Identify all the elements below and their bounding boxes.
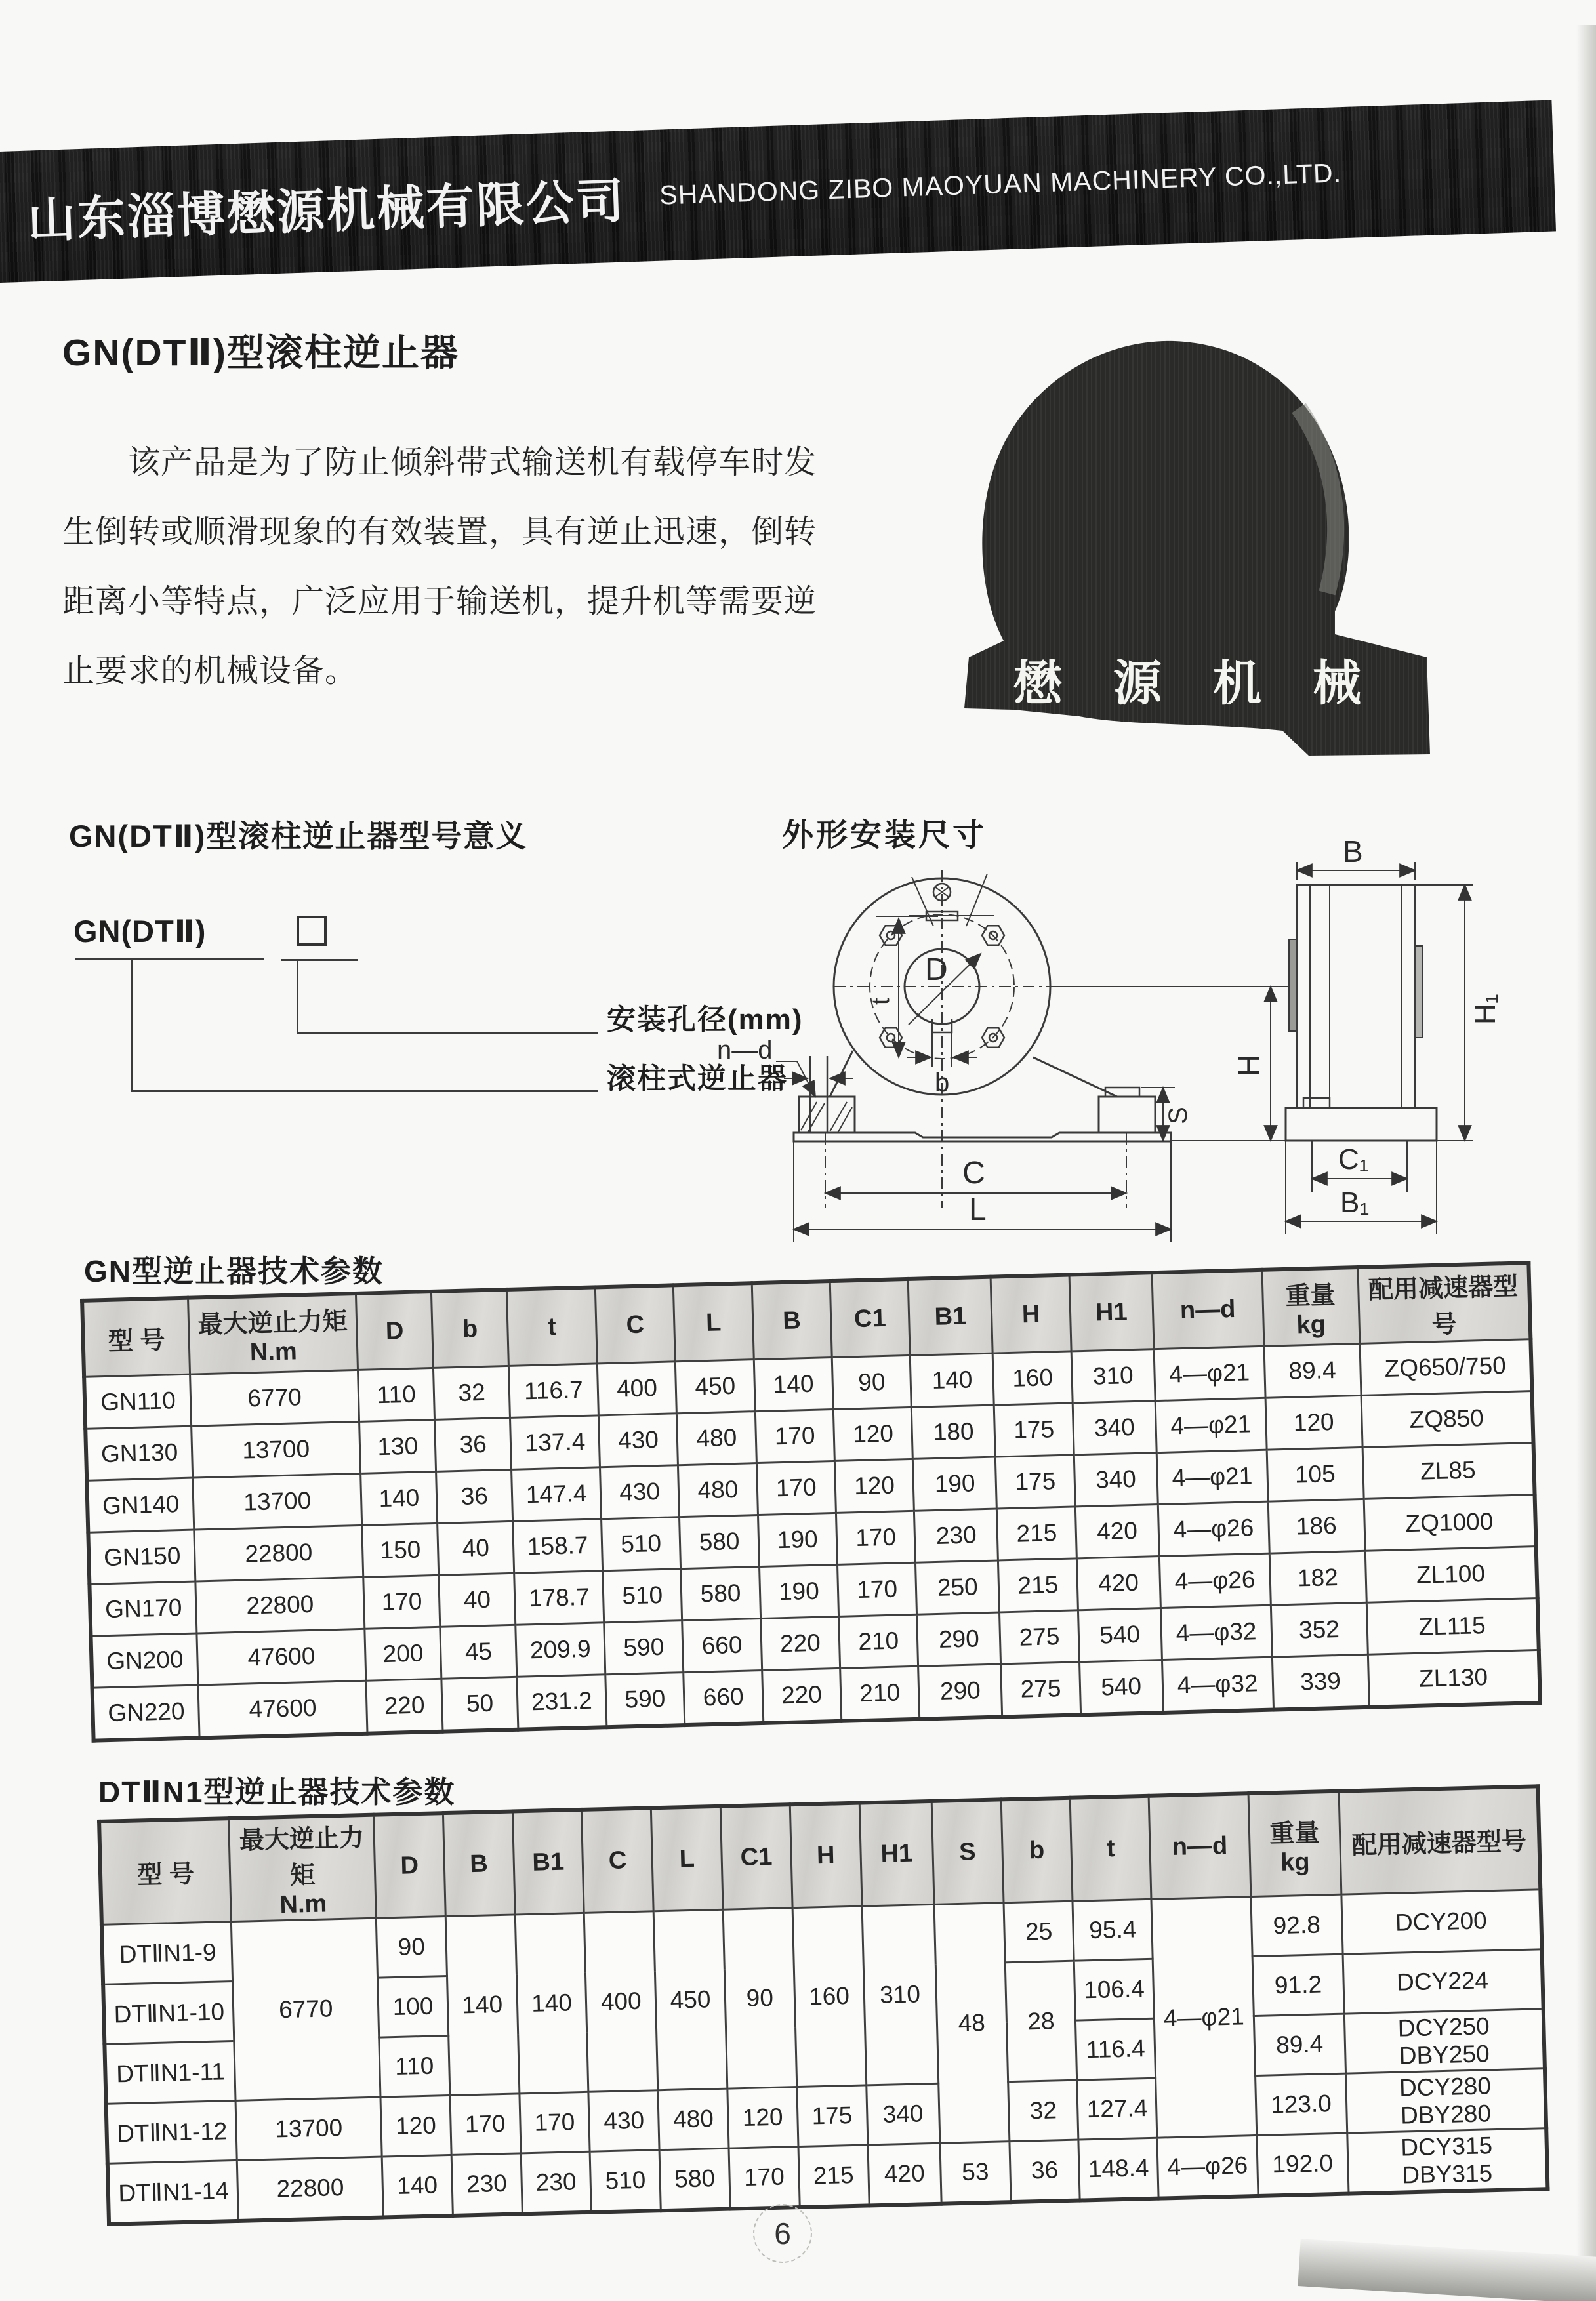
table-cell: DTⅡN1-9: [102, 1922, 233, 1985]
photo-watermark: 懋源机械: [1013, 656, 1412, 710]
column-header: C: [595, 1285, 675, 1364]
column-header: H1: [859, 1801, 934, 1906]
svg-text:H: H: [1232, 1054, 1266, 1076]
table-cell: DCY280 DBY280: [1345, 2069, 1546, 2133]
table-cell: DTⅡN1-12: [106, 2100, 237, 2163]
table-cell: DCY250 DBY250: [1344, 2009, 1545, 2073]
table-cell: ZL115: [1366, 1598, 1539, 1654]
table-cell: 4—φ32: [1162, 1657, 1273, 1713]
table-cell: 231.2: [517, 1675, 607, 1730]
column-header: n—d: [1152, 1270, 1264, 1349]
table-cell: 310: [1071, 1349, 1155, 1403]
table-cell: 480: [677, 1412, 756, 1465]
table-cell: 480: [678, 1463, 758, 1517]
table-cell: 160: [992, 1351, 1072, 1405]
table-cell: 4—φ32: [1160, 1605, 1272, 1660]
table-cell: ZQ850: [1361, 1391, 1534, 1448]
product-photo: [915, 303, 1446, 769]
hole-diameter-label: 安装孔径(mm): [607, 1004, 804, 1036]
table-cell: 275: [1000, 1610, 1079, 1664]
svg-text:B: B: [1343, 841, 1363, 868]
column-header: 重量 kg: [1248, 1791, 1341, 1897]
table-cell: 450: [653, 1909, 727, 2090]
table-cell: 147.4: [512, 1467, 602, 1522]
table-cell: 230: [914, 1509, 998, 1562]
company-name-en: SHANDONG ZIBO MAOYUAN MACHINERY CO.,LTD.: [659, 157, 1342, 211]
svg-text:D: D: [925, 952, 948, 987]
table-cell: 215: [997, 1507, 1076, 1560]
column-header: 重量 kg: [1262, 1267, 1360, 1346]
table-cell: 120: [833, 1407, 912, 1461]
page-number-value: 6: [774, 2216, 791, 2250]
dimension-drawing: [712, 841, 1578, 1261]
leader-line: [297, 959, 298, 1034]
table-cell: 170: [729, 2147, 800, 2209]
column-header: B1: [908, 1277, 992, 1356]
table-cell: 123.0: [1255, 2073, 1347, 2135]
table-cell: 430: [600, 1465, 679, 1519]
column-header: 型 号: [82, 1298, 190, 1377]
table-cell: ZQ1000: [1364, 1495, 1536, 1551]
svg-text:t: t: [867, 998, 895, 1005]
table-cell: 192.0: [1257, 2133, 1349, 2196]
table-cell: 25: [1004, 1901, 1074, 1963]
table-cell: 190: [758, 1513, 837, 1566]
column-header: 型 号: [99, 1818, 232, 1924]
column-header: t: [1071, 1796, 1151, 1901]
table-cell: 130: [359, 1419, 436, 1473]
gn-table-title: GN型逆止器技术参数: [84, 1254, 384, 1288]
table-cell: 120: [1265, 1395, 1362, 1450]
backstop-type-label: 滚柱式逆止器: [607, 1063, 788, 1095]
table-cell: 220: [366, 1679, 443, 1733]
table-cell: 210: [840, 1666, 920, 1721]
product-title: GN(DTⅡ)型滚柱逆止器: [62, 332, 459, 374]
column-header: t: [506, 1287, 597, 1366]
table-cell: 400: [584, 1911, 658, 2092]
company-header-band: [0, 100, 1556, 283]
table-cell: 28: [1005, 1961, 1077, 2082]
table-cell: 215: [798, 2145, 869, 2207]
table-cell: 190: [759, 1564, 838, 1618]
table-cell: 420: [1075, 1505, 1159, 1558]
table-cell: 116.4: [1076, 2018, 1156, 2080]
description-line: 止要求的机械设备。: [62, 653, 358, 689]
table-cell: 95.4: [1073, 1899, 1153, 1961]
svg-text:n—d: n—d: [717, 1036, 773, 1065]
table-cell: DCY200: [1341, 1890, 1542, 1954]
column-header: 配用减速器型号: [1339, 1786, 1540, 1894]
table-cell: 480: [658, 2088, 729, 2150]
svg-text:B₁: B₁: [1340, 1187, 1370, 1219]
table-cell: 91.2: [1252, 1954, 1344, 2016]
table-cell: 4—φ21: [1155, 1398, 1267, 1452]
table-cell: 40: [439, 1573, 516, 1627]
svg-text:L: L: [969, 1192, 987, 1227]
table-cell: 6770: [190, 1370, 359, 1426]
table-cell: 290: [918, 1664, 1002, 1719]
table-cell: 230: [451, 2153, 522, 2216]
model-prefix: GN(DTⅡ): [73, 914, 207, 948]
table-cell: 47600: [198, 1680, 367, 1738]
table-cell: 127.4: [1077, 2078, 1157, 2140]
table-cell: 148.4: [1078, 2138, 1158, 2200]
column-header: b: [1001, 1798, 1073, 1903]
table-cell: GN170: [89, 1581, 196, 1636]
table-cell: 220: [760, 1616, 840, 1670]
table-cell: 22800: [237, 2157, 384, 2221]
table-cell: 182: [1269, 1551, 1366, 1605]
gn-spec-table: [80, 1261, 1542, 1743]
column-header: H: [790, 1803, 862, 1908]
table-cell: 13700: [193, 1473, 362, 1530]
table-cell: 4—φ26: [1157, 2135, 1258, 2198]
column-header: n—d: [1149, 1793, 1251, 1899]
table-cell: 150: [362, 1523, 439, 1577]
table-cell: 4—φ26: [1158, 1501, 1269, 1556]
front-view: [794, 870, 1289, 1208]
svg-text:S: S: [1164, 1107, 1193, 1124]
table-cell: 175: [994, 1403, 1074, 1457]
leader-line: [297, 1032, 598, 1034]
table-cell: 340: [1074, 1453, 1158, 1507]
column-header: 最大逆止力矩 N.m: [188, 1293, 358, 1374]
product-description: [62, 428, 869, 706]
table-cell: 290: [917, 1612, 1001, 1666]
description-line: 生倒转或顺滑现象的有效装置，具有逆止迅速，倒转: [62, 514, 817, 550]
column-header: D: [373, 1813, 445, 1918]
table-cell: 590: [604, 1621, 684, 1675]
table-cell: 430: [588, 2090, 659, 2152]
table-cell: 175: [796, 2085, 867, 2147]
table-cell: 170: [755, 1409, 834, 1463]
table-cell: 580: [681, 1567, 760, 1621]
table-cell: 36: [1010, 2140, 1080, 2202]
table-cell: 178.7: [514, 1571, 604, 1625]
table-cell: 89.4: [1254, 2014, 1345, 2075]
svg-text:H₁: H₁: [1469, 994, 1502, 1025]
svg-text:b: b: [935, 1069, 950, 1097]
table-cell: 22800: [194, 1525, 363, 1581]
side-view: [1286, 885, 1437, 1141]
table-cell: 540: [1079, 1660, 1163, 1715]
column-header: H: [991, 1275, 1071, 1354]
underline: [75, 958, 264, 960]
scan-edge-strip: [1576, 25, 1596, 2301]
table-cell: GN150: [88, 1530, 195, 1584]
table-cell: 140: [382, 2155, 453, 2217]
dt-spec-table: [97, 1784, 1549, 2226]
column-header: L: [651, 1806, 723, 1911]
table-cell: 110: [358, 1368, 435, 1421]
table-cell: 4—φ21: [1154, 1346, 1265, 1400]
table-cell: 580: [680, 1515, 759, 1569]
table-cell: 48: [934, 1903, 1010, 2143]
table-cell: 140: [445, 1915, 519, 2096]
table-cell: 170: [836, 1511, 915, 1564]
table-cell: 340: [866, 2083, 940, 2145]
table-cell: 200: [365, 1627, 441, 1680]
table-cell: 215: [998, 1558, 1078, 1612]
table-cell: 660: [682, 1619, 762, 1673]
front-dimensions: [776, 916, 1271, 1242]
table-cell: 170: [450, 2094, 521, 2155]
table-cell: 92.8: [1251, 1894, 1343, 1956]
table-cell: 310: [862, 1904, 939, 2085]
table-cell: 140: [515, 1913, 588, 2094]
column-header: C1: [830, 1279, 910, 1358]
table-cell: 140: [911, 1353, 994, 1407]
table-cell: ZL130: [1368, 1650, 1540, 1707]
scan-corner-shadow: [1298, 2239, 1596, 2301]
table-cell: 6770: [232, 1918, 380, 2100]
table-cell: 32: [1008, 2080, 1078, 2142]
table-cell: DCY224: [1343, 1949, 1544, 2014]
table-cell: 510: [603, 1569, 682, 1623]
table-cell: 32: [434, 1366, 510, 1419]
table-cell: DTⅡN1-10: [103, 1982, 234, 2045]
table-cell: 230: [521, 2151, 592, 2214]
table-cell: 50: [441, 1677, 518, 1731]
table-cell: GN220: [92, 1685, 199, 1741]
table-cell: 510: [590, 2150, 661, 2212]
column-header: B: [752, 1281, 832, 1360]
column-header: b: [432, 1290, 509, 1368]
table-cell: 450: [676, 1360, 755, 1414]
svg-text:C₁: C₁: [1338, 1143, 1369, 1175]
table-cell: 180: [912, 1405, 996, 1459]
column-header: 最大逆止力矩 N.m: [229, 1815, 377, 1922]
table-cell: 660: [684, 1670, 763, 1725]
table-cell: 105: [1267, 1447, 1364, 1501]
table-cell: DTⅡN1-14: [108, 2160, 239, 2224]
table-cell: 580: [659, 2148, 730, 2210]
table-cell: 4—φ21: [1156, 1450, 1268, 1504]
table-cell: DCY315 DBY315: [1347, 2128, 1548, 2194]
table-cell: 540: [1078, 1608, 1162, 1662]
column-header: S: [931, 1799, 1004, 1904]
table-cell: 340: [1073, 1401, 1156, 1455]
table-cell: 400: [597, 1362, 676, 1415]
table-cell: 170: [756, 1461, 836, 1515]
underline: [281, 959, 358, 961]
table-cell: GN140: [87, 1478, 194, 1532]
table-cell: 120: [380, 2095, 451, 2157]
table-cell: 90: [376, 1917, 447, 1978]
table-cell: ZQ650/750: [1359, 1339, 1532, 1396]
table-cell: 106.4: [1074, 1959, 1155, 2020]
table-cell: 13700: [235, 2097, 382, 2160]
column-header: C1: [720, 1804, 792, 1909]
table-cell: 170: [519, 2092, 590, 2153]
table-cell: 170: [838, 1562, 917, 1616]
table-cell: GN200: [91, 1633, 197, 1688]
table-cell: 160: [792, 1906, 866, 2087]
table-cell: GN130: [85, 1426, 192, 1480]
company-name-cn: 山东淄博懋源机械有限公司: [26, 174, 627, 248]
table-cell: 89.4: [1264, 1343, 1361, 1398]
table-cell: 53: [940, 2142, 1011, 2204]
table-cell: 275: [1001, 1662, 1080, 1717]
leader-line: [131, 1090, 598, 1092]
table-cell: 339: [1272, 1654, 1369, 1709]
table-cell: 209.9: [516, 1623, 605, 1677]
column-header: L: [674, 1283, 754, 1362]
table-cell: 40: [438, 1521, 514, 1575]
table-cell: 352: [1271, 1602, 1368, 1657]
table-cell: 175: [996, 1455, 1075, 1509]
table-cell: 210: [839, 1614, 918, 1668]
column-header: B: [443, 1812, 515, 1917]
dt-table-title: DTⅡN1型逆止器技术参数: [98, 1775, 456, 1809]
drawing-title: 外形安装尺寸: [782, 818, 987, 853]
column-header: 配用减速器型号: [1357, 1263, 1530, 1343]
page-number: [753, 2204, 812, 2263]
table-cell: 186: [1268, 1499, 1365, 1553]
table-cell: 220: [762, 1668, 841, 1723]
model-size-box: [297, 916, 327, 946]
front-labels: [717, 952, 1266, 1227]
table-cell: 120: [834, 1459, 914, 1513]
description-line: 该产品是为了防止倾斜带式输送机有载停车时发: [128, 445, 817, 480]
table-cell: DTⅡN1-11: [104, 2041, 235, 2104]
table-cell: 22800: [195, 1577, 365, 1633]
table-cell: 90: [832, 1355, 911, 1409]
column-header: D: [356, 1292, 434, 1370]
table-cell: 110: [379, 2036, 450, 2098]
table-cell: 4—φ26: [1159, 1553, 1271, 1608]
description-line: 距离小等特点，广泛应用于输送机，提升机等需要逆: [62, 584, 817, 619]
table-cell: 45: [440, 1625, 517, 1679]
table-cell: 420: [1076, 1557, 1160, 1610]
table-cell: 430: [598, 1414, 678, 1467]
table-cell: ZL100: [1365, 1547, 1538, 1603]
table-cell: 36: [436, 1469, 513, 1523]
table-cell: 510: [602, 1517, 681, 1571]
side-dimensions: [1286, 862, 1473, 1234]
table-cell: 590: [605, 1673, 685, 1728]
table-cell: 120: [727, 2087, 798, 2149]
column-header: B1: [512, 1810, 584, 1915]
table-cell: 137.4: [510, 1415, 600, 1470]
table-cell: 420: [867, 2143, 941, 2205]
table-cell: 47600: [197, 1629, 366, 1685]
table-cell: 13700: [191, 1421, 360, 1478]
table-cell: 170: [363, 1575, 440, 1629]
column-header: C: [582, 1808, 654, 1913]
table-cell: 36: [435, 1417, 512, 1471]
table-cell: GN110: [84, 1374, 191, 1429]
table-cell: 140: [754, 1358, 833, 1412]
column-header: H1: [1069, 1273, 1154, 1351]
table-cell: 140: [361, 1471, 438, 1525]
table-cell: 100: [378, 1976, 449, 2038]
table-cell: 90: [723, 1908, 796, 2089]
table-cell: 158.7: [513, 1519, 603, 1574]
table-cell: 4—φ21: [1151, 1897, 1257, 2138]
model-meaning-title: GN(DTⅡ)型滚柱逆止器型号意义: [69, 819, 528, 853]
svg-text:C: C: [962, 1156, 985, 1191]
leader-line: [131, 959, 133, 1091]
table-cell: ZL85: [1362, 1443, 1535, 1499]
table-cell: 250: [916, 1560, 1000, 1614]
table-cell: 116.7: [509, 1364, 599, 1418]
table-cell: 190: [913, 1457, 997, 1511]
